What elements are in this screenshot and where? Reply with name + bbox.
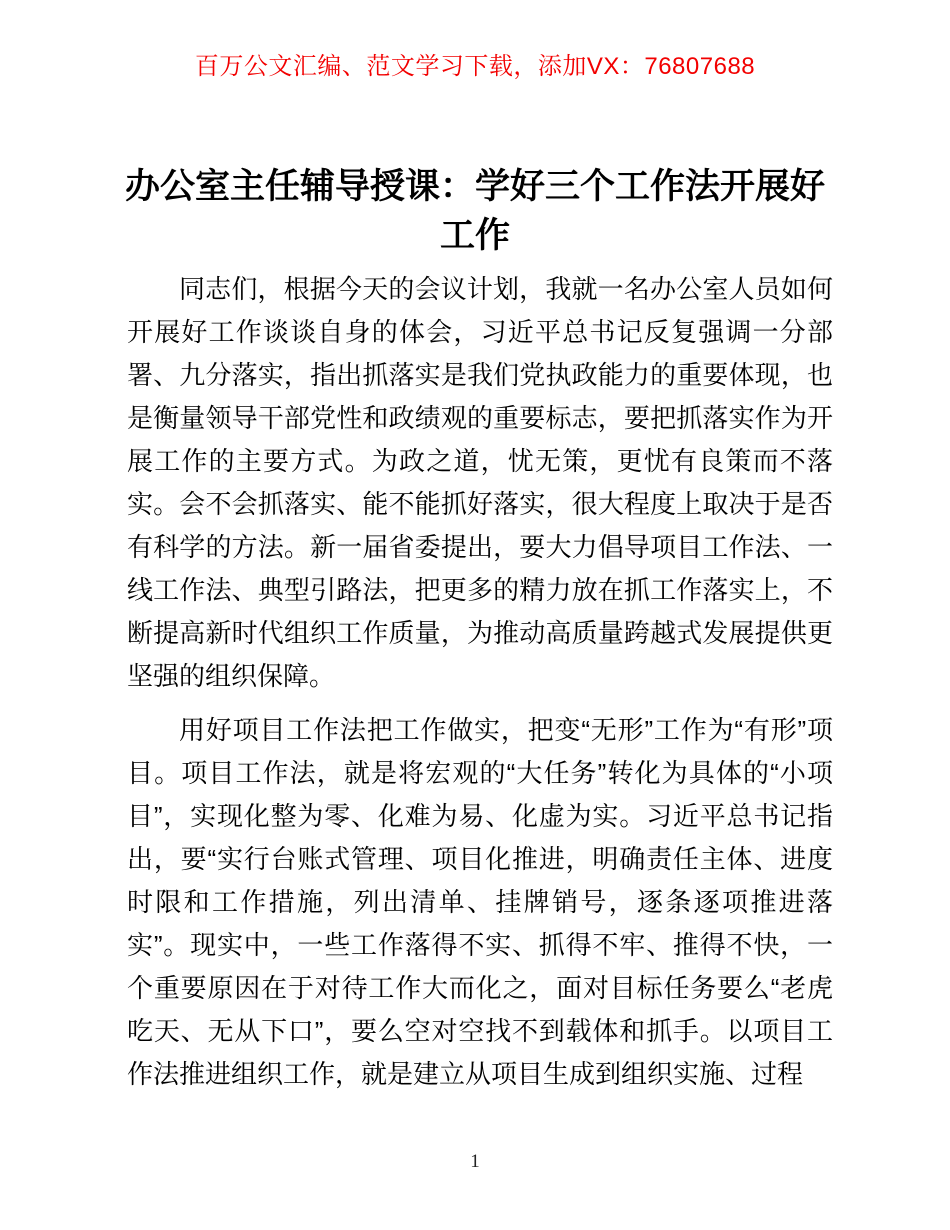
document-body	[127, 268, 833, 1096]
promo-header-text: 百万公文汇编、范文学习下载，添加VX：76807688	[194, 53, 756, 80]
document-title: 办公室主任辅导授课：学好三个工作法开展好工作	[124, 167, 825, 255]
page-number: 1	[470, 1151, 480, 1172]
paragraph: 用好项目工作法把工作做实，把变“无形”工作为“有形”项目。项目工作法，就是将宏观的“大任务”转化为具体的“小项目”，实现化整为零、化难为易、化虚为实。习近平总书记指出，要“实行台账式管理、项目化推进，明确责任主体、进度时限和工作措施，列出清单、挂牌销号，逐条逐项推进落实”。现实中，一些工作落得不实、抓得不牢、推得不快，一个重要原因在于对待工作大而化之，面对目标任务要么“老虎吃天、无从下口”，要么空对空找不到载体和抓手。以项目工作法推进组织工作，就是建立从项目生成到组织实施、过程	[127, 715, 833, 1089]
paragraph: 同志们，根据今天的会议计划，我就一名办公室人员如何开展好工作谈谈自身的体会，习近平总书记反复强调一分部署、九分落实，指出抓落实是我们党执政能力的重要体现，也是衡量领导干部党性和政绩观的重要标志，要把抓落实作为开展工作的主要方式。为政之道，忧无策，更忧有良策而不落实。会不会抓落实、能不能抓好落实，很大程度上取决于是否有科学的方法。新一届省委提出，要大力倡导项目工作法、一线工作法、典型引路法，把更多的精力放在抓工作落实上，不断提高新时代组织工作质量，为推动高质量跨越式发展提供更坚强的组织保障。	[127, 274, 833, 691]
